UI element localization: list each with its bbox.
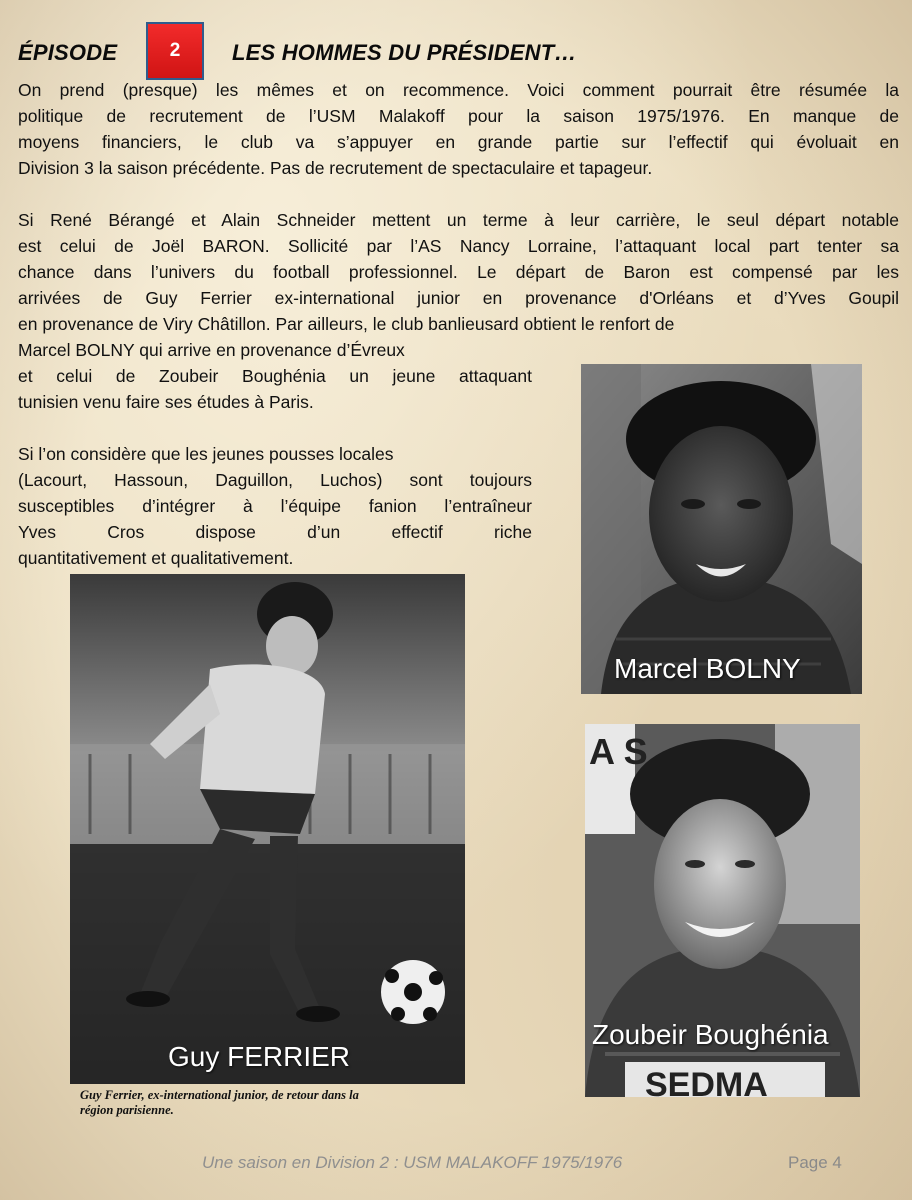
press-caption [80,1088,470,1118]
bolny-photo-label: Marcel BOLNY [614,653,801,684]
episode-number: 2 [169,40,181,61]
footer-text: Une saison en Division 2 : USM MALAKOFF 1975/1976 [202,1153,623,1172]
page-title: LES HOMMES DU PRÉSIDENT… [232,40,577,65]
text-line: en provenance de Viry Châtillon. Par ailleurs, le club banlieusard obtient le renfort de [18,314,675,334]
text-line: susceptibles d’intégrer à l’équipe fanion l’entraîneur [18,496,532,516]
guy-ferrier-photo [70,574,465,1084]
text-line: Yves Cros dispose d’un effectif riche [18,522,532,542]
text-line: politique de recrutement de l’USM Malakoff pour la saison 1975/1976. En manque de [18,106,899,126]
text-line: (Lacourt, Hassoun, Daguillon, Luchos) sont toujours [18,470,532,490]
bolny-portrait-image [581,364,862,694]
marcel-bolny-photo [581,364,862,694]
text-line: tunisien venu faire ses études à Paris. [18,392,314,412]
text-line: chance dans l’univers du football professionnel. Le départ de Baron est compensé par les [18,262,899,282]
text-line: quantitativement et qualitativement. [18,548,294,568]
ferrier-action-image [70,574,465,1084]
text-line: Marcel BOLNY qui arrive en provenance d’Évreux [18,340,405,360]
press-caption-line: Guy Ferrier, ex-international junior, de retour dans la [80,1088,359,1102]
text-line: On prend (presque) les mêmes et on recommence. Voici comment pourrait être résumée la [18,80,899,100]
text-line: arrivées de Guy Ferrier ex-international junior en provenance d'Orléans et d’Yves Goupil [18,288,899,308]
ferrier-photo-label: Guy FERRIER [168,1041,351,1072]
intro-paragraph [18,77,899,181]
page-number: Page 4 [788,1153,842,1172]
arrivals-paragraph [18,337,532,415]
text-line: et celui de Zoubeir Boughénia un jeune attaquant [18,366,532,386]
text-line: est celui de Joël BARON. Sollicité par l’AS Nancy Lorraine, l’attaquant local part tenter sa [18,236,899,256]
episode-number-badge [146,22,204,80]
departures-paragraph [18,207,899,337]
episode-label: ÉPISODE [18,40,118,65]
text-line: Si l’on considère que les jeunes pousses locales [18,444,394,464]
boughenia-photo-label: Zoubeir Boughénia [592,1019,829,1050]
press-caption-line: région parisienne. [80,1103,174,1117]
jersey-text: SEDMA [645,1066,768,1097]
squad-paragraph [18,441,532,571]
banner-letters: A S [589,731,648,772]
text-line: Division 3 la saison précédente. Pas de recrutement de spectaculaire et tapageur. [18,158,653,178]
text-line: moyens financiers, le club va s’appuyer en grande partie sur l’effectif qui évoluait en [18,132,899,152]
text-line: Si René Bérangé et Alain Schneider mettent un terme à leur carrière, le seul départ notable [18,210,899,230]
